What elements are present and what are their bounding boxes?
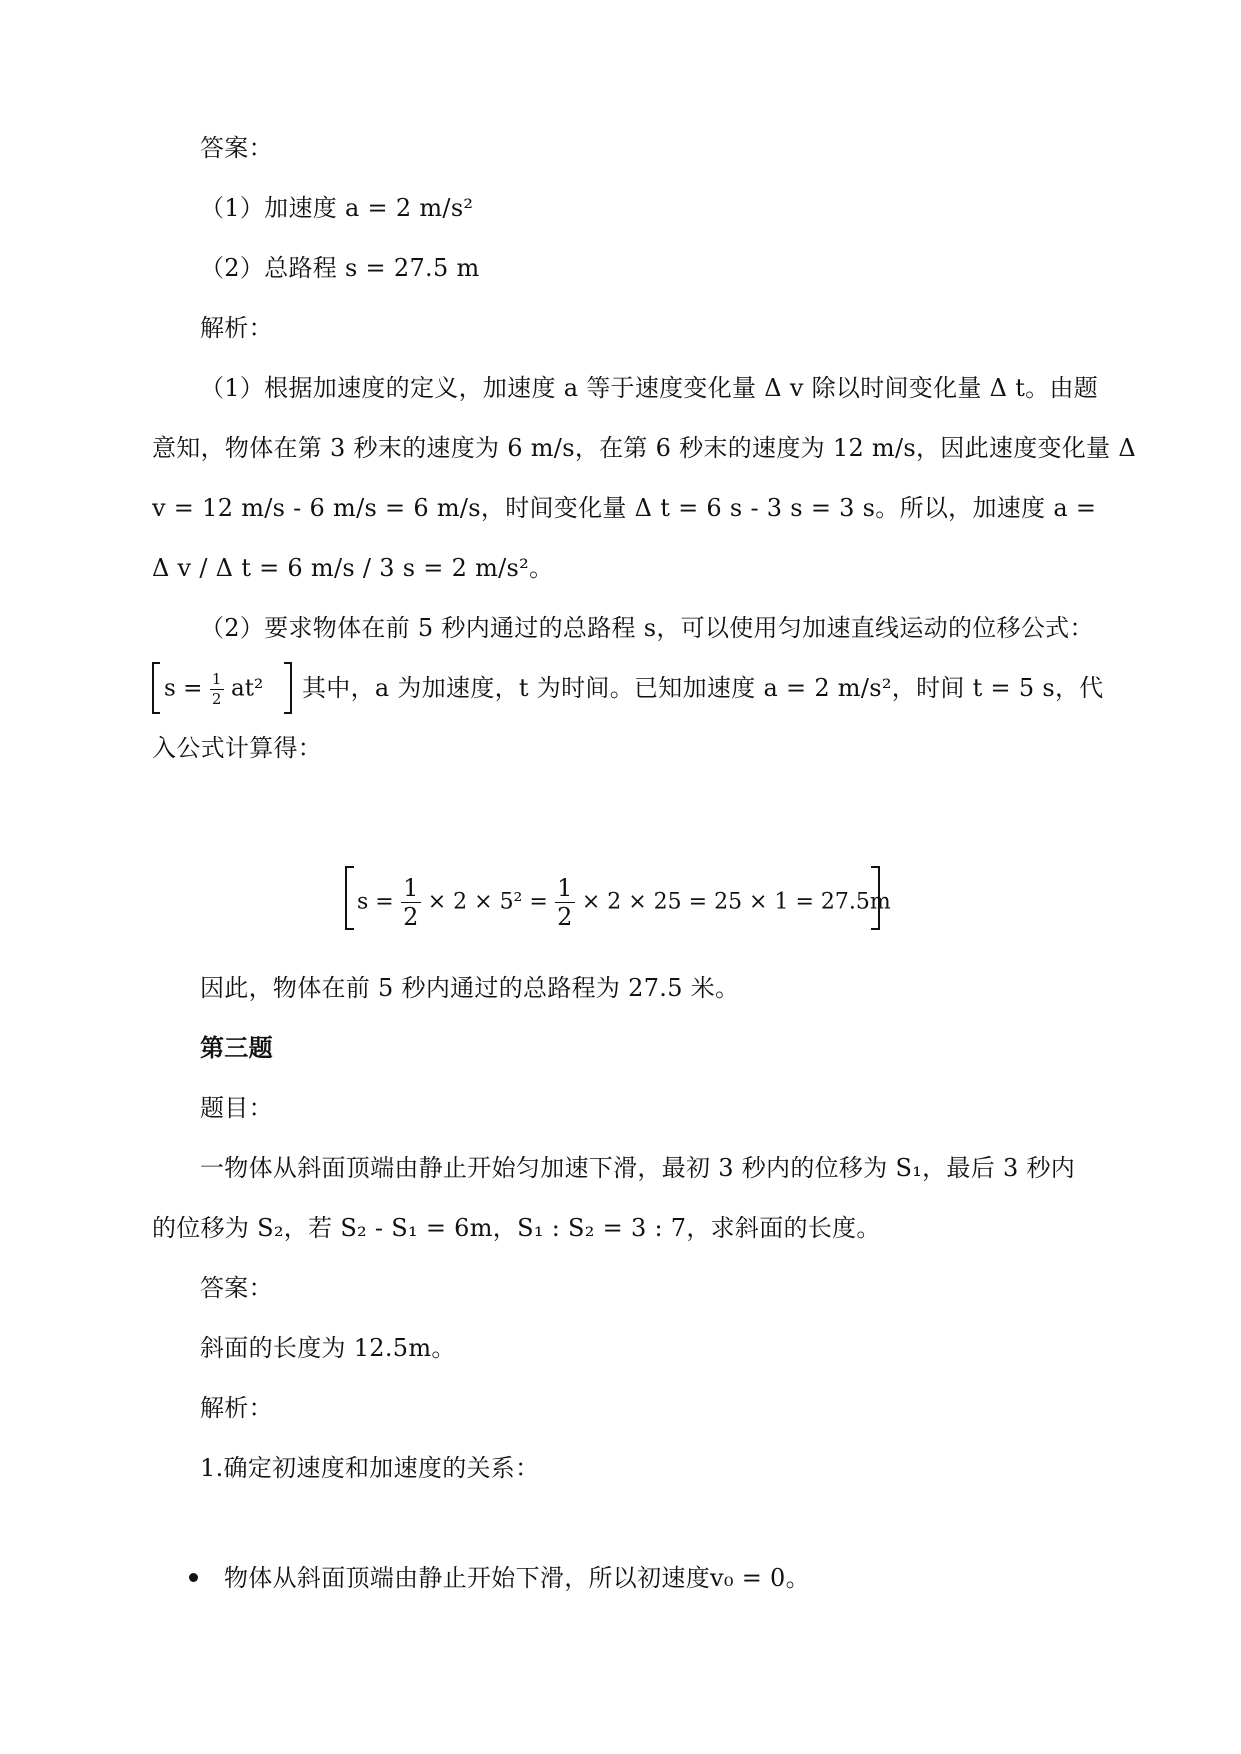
inline-formula (152, 662, 292, 716)
analysis-paragraph-2-line-3: 入公式计算得： (152, 734, 323, 762)
display-formula-result: × 2 × 25 = 25 × 1 = 27.5m (581, 889, 891, 915)
answer-1: （1）加速度 a = 2 m/s² (200, 194, 474, 222)
answer-label: 答案： (200, 134, 273, 162)
question-line-2: 的位移为 S₂，若 S₂ - S₁ = 6m，S₁ : S₂ = 3 : 7，求斜面的长度。 (152, 1214, 881, 1242)
question-line-1: 一物体从斜面顶端由静止开始匀加速下滑，最初 3 秒内的位移为 S₁，最后 3 秒内 (200, 1154, 1076, 1182)
inline-formula-fraction: $\frac{1}{2}$ (210, 672, 224, 707)
display-formula-middle: × 2 × 5² = (427, 889, 548, 915)
analysis-paragraph-2-line-1: （2）要求物体在前 5 秒内通过的总路程 s，可以使用匀加速直线运动的位移公式： (200, 614, 1094, 642)
step-1-heading: 1.确定初速度和加速度的关系： (200, 1454, 540, 1482)
analysis-label: 解析： (200, 314, 273, 342)
display-formula (345, 866, 891, 932)
display-formula-lhs: s = (357, 889, 394, 915)
question-label: 题目： (200, 1094, 273, 1122)
analysis-label-3: 解析： (200, 1394, 273, 1422)
answer-2: （2）总路程 s = 27.5 m (200, 254, 480, 282)
answer-3: 斜面的长度为 12.5m。 (200, 1334, 456, 1362)
analysis-paragraph-1-line-4: Δ v / Δ t = 6 m/s / 3 s = 2 m/s²。 (152, 554, 554, 582)
inline-formula-rhs: at² (231, 675, 264, 702)
bullet-item-1: 物体从斜面顶端由静止开始下滑，所以初速度v₀ = 0。 (224, 1564, 810, 1592)
display-formula-fraction-1: $\frac{1}{2}$ (401, 876, 421, 929)
conclusion: 因此，物体在前 5 秒内通过的总路程为 27.5 米。 (200, 974, 740, 1002)
analysis-paragraph-1-line-3: v = 12 m/s - 6 m/s = 6 m/s，时间变化量 Δ t = 6 s - 3 s = 3 s。所以，加速度 a = (152, 494, 1097, 522)
display-formula-fraction-2: $\frac{1}{2}$ (555, 876, 575, 929)
analysis-paragraph-1-line-1: （1）根据加速度的定义，加速度 a 等于速度变化量 Δ v 除以时间变化量 Δ t。由题 (200, 374, 1099, 402)
section-heading-3: 第三题 (200, 1033, 273, 1062)
analysis-paragraph-2-line-2: 其中，a 为加速度，t 为时间。已知加速度 a = 2 m/s²，时间 t = 5 s，代 (302, 674, 1104, 702)
answer-label-3: 答案： (200, 1274, 273, 1302)
bullet-dot (189, 1573, 198, 1582)
inline-formula-lhs: s = (164, 675, 203, 702)
analysis-paragraph-1-line-2: 意知，物体在第 3 秒末的速度为 6 m/s，在第 6 秒末的速度为 12 m/s，因此速度变化量 Δ (152, 434, 1136, 462)
